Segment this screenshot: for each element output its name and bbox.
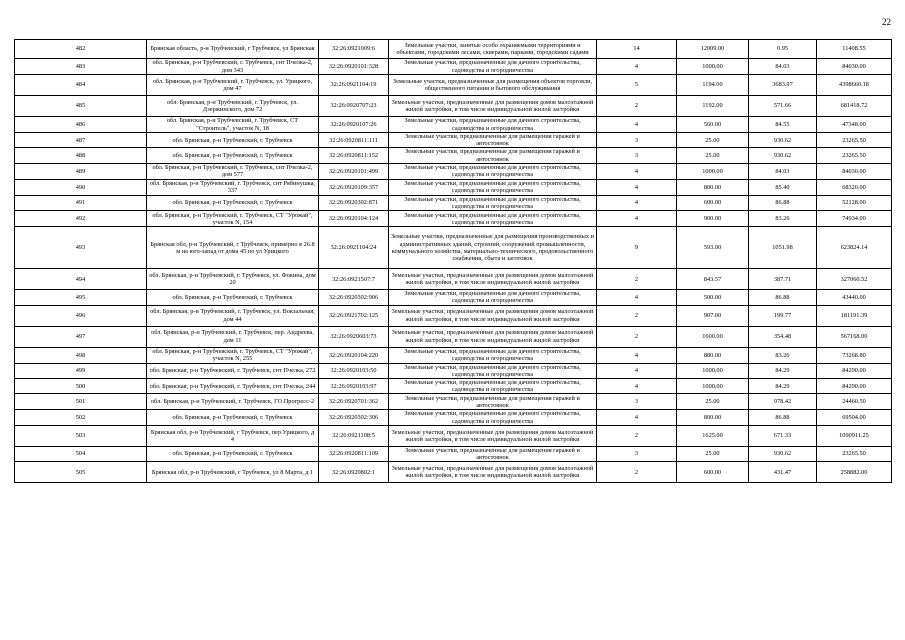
specific-value-cell: 84.03: [749, 59, 817, 75]
specific-value-cell: 83.26: [749, 347, 817, 363]
specific-value-cell: 84.29: [749, 363, 817, 378]
cadastral-number-cell: 32:26:0920107:26: [319, 117, 389, 133]
row-number-cell: 505: [15, 462, 147, 483]
cadastral-number-cell: 32:26:0920109:357: [319, 179, 389, 195]
address-cell: обл. Брянская, р-н Трубчевский, г. Трубчевск, СТ "Урожай", участок N, 255: [147, 347, 319, 363]
row-number-cell: 491: [15, 195, 147, 210]
table-row: [15, 75, 892, 96]
cadastral-value-cell: 73268.80: [817, 347, 892, 363]
land-use-cell: Земельные участки, предназначенные для дачного строительства, садоводства и огородничества: [389, 117, 597, 133]
cadastral-value-table: [14, 39, 892, 483]
row-number-cell: 485: [15, 96, 147, 117]
land-use-cell: Земельные участки, предназначенные для размещения домов малоэтажной жилой застройки, в том числе индивидуальной жилой застройки: [389, 269, 597, 290]
area-cell: 843.57: [677, 269, 749, 290]
specific-value-cell: 354.48: [749, 326, 817, 347]
group-number-cell: 4: [597, 363, 677, 378]
table-row: [15, 290, 892, 305]
group-number-cell: 2: [597, 269, 677, 290]
land-use-cell: Земельные участки, предназначенные для размещения домов малоэтажной жилой застройки, в том числе индивидуальной жилой застройки: [389, 425, 597, 446]
cadastral-number-cell: 32:26:0921507:7: [319, 269, 389, 290]
specific-value-cell: 3683.97: [749, 75, 817, 96]
address-cell: обл. Брянская, р-н Трубчевский, г. Трубчевск, снт Пчелка, 244: [147, 379, 319, 394]
address-cell: Брянская область, р-н Трубчевский, г Трубчевск, ул Брянская: [147, 40, 319, 59]
area-cell: 1000.00: [677, 379, 749, 394]
cadastral-value-cell: 258882.00: [817, 462, 892, 483]
address-cell: обл. Брянская, р-н Трубчевский, г. Трубчевск, ул. Урицкого, дом 47: [147, 75, 319, 96]
area-cell: 1000.00: [677, 163, 749, 179]
cadastral-number-cell: 32:26:0921009:6: [319, 40, 389, 59]
table-row: [15, 40, 892, 59]
row-number-cell: 490: [15, 179, 147, 195]
specific-value-cell: 86.88: [749, 410, 817, 425]
area-cell: 593.00: [677, 227, 749, 269]
row-number-cell: 499: [15, 363, 147, 378]
table-row: [15, 379, 892, 394]
land-use-cell: Земельные участки, предназначенные для дачного строительства, садоводства и огородничества: [389, 211, 597, 227]
table-row: [15, 163, 892, 179]
table-row: [15, 195, 892, 210]
table-row: [15, 363, 892, 378]
cadastral-number-cell: 32:26:0920811:152: [319, 148, 389, 163]
specific-value-cell: 930.62: [749, 446, 817, 461]
address-cell: Брянская обл, р-н Трубчевский, г Трубчевск, пер Урицкого, д 4: [147, 425, 319, 446]
land-use-cell: Земельные участки, предназначенные для размещения гаражей и автостоянок: [389, 133, 597, 148]
land-use-cell: Земельные участки, предназначенные для размещения домов малоэтажной жилой застройки, в том числе индивидуальной жилой застройки: [389, 305, 597, 326]
cadastral-number-cell: 32:26:0920302:871: [319, 195, 389, 210]
group-number-cell: 2: [597, 326, 677, 347]
specific-value-cell: 1051.98: [749, 227, 817, 269]
page-number: 22: [882, 17, 891, 27]
row-number-cell: 494: [15, 269, 147, 290]
specific-value-cell: 83.26: [749, 211, 817, 227]
specific-value-cell: 86.88: [749, 195, 817, 210]
area-cell: 560.00: [677, 117, 749, 133]
specific-value-cell: 84.29: [749, 379, 817, 394]
cadastral-value-cell: 11408.55: [817, 40, 892, 59]
group-number-cell: 2: [597, 425, 677, 446]
group-number-cell: 2: [597, 462, 677, 483]
cadastral-value-cell: 23265.50: [817, 133, 892, 148]
cadastral-value-cell: 84030.00: [817, 59, 892, 75]
address-cell: обл. Брянская, р-н Трубчевский, г. Трубчевск, снт Пчелка, 272: [147, 363, 319, 378]
specific-value-cell: 930.62: [749, 148, 817, 163]
group-number-cell: 4: [597, 290, 677, 305]
cadastral-value-cell: 23265.50: [817, 446, 892, 461]
row-number-cell: 489: [15, 163, 147, 179]
group-number-cell: 4: [597, 379, 677, 394]
address-cell: обл. Брянская, р-н Трубчевский, г. Трубчевск: [147, 290, 319, 305]
group-number-cell: 14: [597, 40, 677, 59]
cadastral-value-cell: 1090911.25: [817, 425, 892, 446]
area-cell: 1000.00: [677, 363, 749, 378]
area-cell: 1600.00: [677, 326, 749, 347]
row-number-cell: 493: [15, 227, 147, 269]
table-row: [15, 347, 892, 363]
group-number-cell: 9: [597, 227, 677, 269]
cadastral-number-cell: 32:26:0921702:125: [319, 305, 389, 326]
cadastral-value-cell: 69504.00: [817, 410, 892, 425]
specific-value-cell: 0.95: [749, 40, 817, 59]
area-cell: 25.00: [677, 133, 749, 148]
address-cell: обл. Брянская, р-н Трубчевский, г. Трубчевск, ГО Прогресс-2: [147, 394, 319, 410]
row-number-cell: 500: [15, 379, 147, 394]
table-row: [15, 211, 892, 227]
address-cell: обл. Брянская, р-н Трубчевский, г. Трубчевск, ул. Дзержинского, дом 72: [147, 96, 319, 117]
area-cell: 1625.00: [677, 425, 749, 446]
specific-value-cell: 199.77: [749, 305, 817, 326]
table-row: [15, 394, 892, 410]
cadastral-number-cell: 32:26:0921104:19: [319, 75, 389, 96]
specific-value-cell: 930.62: [749, 133, 817, 148]
specific-value-cell: 571.66: [749, 96, 817, 117]
land-use-cell: Земельные участки, занятые особо охраняемыми территориями и объектами, городскими лесами, скверами, парками, городскими садами: [389, 40, 597, 59]
area-cell: 25.00: [677, 394, 749, 410]
row-number-cell: 483: [15, 59, 147, 75]
address-cell: обл. Брянская, р-н Трубчевский, г. Трубчевск, пер. Андреева, дом 11: [147, 326, 319, 347]
area-cell: 12009.00: [677, 40, 749, 59]
address-cell: обл. Брянская, р-н Трубчевский, г. Трубчевск: [147, 148, 319, 163]
group-number-cell: 4: [597, 211, 677, 227]
land-use-cell: Земельные участки, предназначенные для дачного строительства, садоводства и огородничества: [389, 363, 597, 378]
table-row: [15, 117, 892, 133]
group-number-cell: 5: [597, 75, 677, 96]
row-number-cell: 503: [15, 425, 147, 446]
cadastral-value-cell: 47348.00: [817, 117, 892, 133]
land-use-cell: Земельные участки, предназначенные для размещения гаражей и автостоянок: [389, 446, 597, 461]
table-row: [15, 425, 892, 446]
cadastral-number-cell: 32:26:0920701:362: [319, 394, 389, 410]
table-row: [15, 179, 892, 195]
specific-value-cell: 671.33: [749, 425, 817, 446]
group-number-cell: 3: [597, 394, 677, 410]
cadastral-number-cell: 32:26:0920707:23: [319, 96, 389, 117]
group-number-cell: 4: [597, 59, 677, 75]
table-row: [15, 269, 892, 290]
land-use-cell: Земельные участки, предназначенные для размещения домов малоэтажной жилой застройки, в том числе индивидуальной жилой застройки: [389, 462, 597, 483]
cadastral-number-cell: 32:26:0920101:328: [319, 59, 389, 75]
table-row: [15, 410, 892, 425]
table-body: [15, 40, 892, 483]
address-cell: обл. Брянская, р-н Трубчевский, г. Трубчевск: [147, 410, 319, 425]
group-number-cell: 2: [597, 96, 677, 117]
area-cell: 800.00: [677, 179, 749, 195]
land-use-cell: Земельные участки, предназначенные для дачного строительства, садоводства и огородничества: [389, 347, 597, 363]
group-number-cell: 4: [597, 195, 677, 210]
land-use-cell: Земельные участки, предназначенные для дачного строительства, садоводства и огородничества: [389, 195, 597, 210]
specific-value-cell: 978.42: [749, 394, 817, 410]
group-number-cell: 4: [597, 347, 677, 363]
land-use-cell: Земельные участки, предназначенные для дачного строительства, садоводства и огородничества: [389, 179, 597, 195]
table-row: [15, 446, 892, 461]
cadastral-value-cell: 68320.00: [817, 179, 892, 195]
address-cell: обл. Брянская, р-н Трубчевский, г. Трубчевск, ул. Фокина, дом 20: [147, 269, 319, 290]
group-number-cell: 3: [597, 446, 677, 461]
row-number-cell: 497: [15, 326, 147, 347]
row-number-cell: 486: [15, 117, 147, 133]
table-row: [15, 96, 892, 117]
group-number-cell: 4: [597, 163, 677, 179]
group-number-cell: 3: [597, 133, 677, 148]
specific-value-cell: 431.47: [749, 462, 817, 483]
address-cell: Брянская обл, р-н Трубчевский, г Трубчевск, ул 8 Марта, д 1: [147, 462, 319, 483]
row-number-cell: 502: [15, 410, 147, 425]
address-cell: обл. Брянская, р-н Трубчевский, г. Трубчевск, снт Рябинушка, 337: [147, 179, 319, 195]
area-cell: 1194.00: [677, 75, 749, 96]
table-row: [15, 227, 892, 269]
cadastral-number-cell: 32:26:0920302:306: [319, 410, 389, 425]
row-number-cell: 501: [15, 394, 147, 410]
area-cell: 25.00: [677, 446, 749, 461]
cadastral-number-cell: 32:26:0920104:220: [319, 347, 389, 363]
area-cell: 500.00: [677, 290, 749, 305]
specific-value-cell: 85.40: [749, 179, 817, 195]
row-number-cell: 488: [15, 148, 147, 163]
cadastral-number-cell: 32:26:0921104:24: [319, 227, 389, 269]
cadastral-value-cell: 74934.00: [817, 211, 892, 227]
cadastral-value-cell: 623824.14: [817, 227, 892, 269]
area-cell: 880.00: [677, 347, 749, 363]
cadastral-value-cell: 24460.50: [817, 394, 892, 410]
cadastral-value-cell: 84290.00: [817, 379, 892, 394]
cadastral-number-cell: 32:26:0920603:73: [319, 326, 389, 347]
cadastral-value-cell: 181191.39: [817, 305, 892, 326]
cadastral-value-cell: 681418.72: [817, 96, 892, 117]
area-cell: 907.00: [677, 305, 749, 326]
cadastral-value-cell: 23265.50: [817, 148, 892, 163]
group-number-cell: 3: [597, 148, 677, 163]
cadastral-number-cell: 32:26:0920101:499: [319, 163, 389, 179]
land-use-cell: Земельные участки, предназначенные для размещения гаражей и автостоянок: [389, 394, 597, 410]
area-cell: 25.00: [677, 148, 749, 163]
address-cell: обл. Брянская, р-н Трубчевский, г. Трубчевск: [147, 195, 319, 210]
cadastral-number-cell: 32:26:0920103:97: [319, 379, 389, 394]
address-cell: Брянская обл, р-н Трубчевский, г Трубчевск, примерно в 26.8 м на юго-запад от дома 45 по ул Урицкого: [147, 227, 319, 269]
address-cell: обл. Брянская, р-н Трубчевский, г. Трубчевск, СТ "Урожай", участок N, 154: [147, 211, 319, 227]
group-number-cell: 4: [597, 179, 677, 195]
row-number-cell: 484: [15, 75, 147, 96]
area-cell: 600.00: [677, 462, 749, 483]
land-use-cell: Земельные участки, предназначенные для размещения гаражей и автостоянок: [389, 148, 597, 163]
group-number-cell: 4: [597, 410, 677, 425]
land-use-cell: Земельные участки, предназначенные для размещения производственных и административных зданий, строений, сооружений промышленности, коммунального хозяйства, материально-технического, продовольственного снабжения, сбыта и заготовок: [389, 227, 597, 269]
row-number-cell: 487: [15, 133, 147, 148]
land-use-cell: Земельные участки, предназначенные для размещения домов малоэтажной жилой застройки, в том числе индивидуальной жилой застройки: [389, 96, 597, 117]
area-cell: 1000.00: [677, 59, 749, 75]
specific-value-cell: 86.88: [749, 290, 817, 305]
area-cell: 600.00: [677, 195, 749, 210]
land-use-cell: Земельные участки, предназначенные для дачного строительства, садоводства и огородничества: [389, 410, 597, 425]
cadastral-number-cell: 32:26:0920802:1: [319, 462, 389, 483]
land-use-cell: Земельные участки, предназначенные для дачного строительства, садоводства и огородничества: [389, 59, 597, 75]
group-number-cell: 4: [597, 117, 677, 133]
cadastral-number-cell: 32:26:0920302:906: [319, 290, 389, 305]
land-use-cell: Земельные участки, предназначенные для дачного строительства, садоводства и огородничества: [389, 163, 597, 179]
land-use-cell: Земельные участки, предназначенные для дачного строительства, садоводства и огородничества: [389, 290, 597, 305]
cadastral-value-cell: 327060.52: [817, 269, 892, 290]
land-use-cell: Земельные участки, предназначенные для дачного строительства, садоводства и огородничества: [389, 379, 597, 394]
area-cell: 1192.00: [677, 96, 749, 117]
row-number-cell: 482: [15, 40, 147, 59]
cadastral-value-cell: 52128.00: [817, 195, 892, 210]
address-cell: обл. Брянская, р-н Трубчевский, г. Трубчевск: [147, 133, 319, 148]
address-cell: обл. Брянская, р-н Трубчевский, г. Трубчевск, СТ "Строитель", участок N, 18: [147, 117, 319, 133]
cadastral-value-cell: 567168.00: [817, 326, 892, 347]
specific-value-cell: 84.55: [749, 117, 817, 133]
cadastral-number-cell: 32:26:0921108:5: [319, 425, 389, 446]
cadastral-number-cell: 32:26:0920811:111: [319, 133, 389, 148]
group-number-cell: 2: [597, 305, 677, 326]
specific-value-cell: 84.03: [749, 163, 817, 179]
cadastral-number-cell: 32:26:0920811:109: [319, 446, 389, 461]
address-cell: обл. Брянская, р-н Трубчевский, г. Трубчевск: [147, 446, 319, 461]
table-row: [15, 305, 892, 326]
table-row: [15, 59, 892, 75]
area-cell: 800.00: [677, 410, 749, 425]
address-cell: обл. Брянская, р-н Трубчевский, г. Трубчевск, ул. Вокзальная, дом 44: [147, 305, 319, 326]
row-number-cell: 504: [15, 446, 147, 461]
row-number-cell: 498: [15, 347, 147, 363]
cadastral-value-cell: 43440.00: [817, 290, 892, 305]
table-row: [15, 148, 892, 163]
address-cell: обл. Брянская, р-н Трубчевский, г. Трубчевск, снт Пчелка-2, дом 577: [147, 163, 319, 179]
specific-value-cell: 387.71: [749, 269, 817, 290]
row-number-cell: 492: [15, 211, 147, 227]
address-cell: обл. Брянская, р-н Трубчевский, г. Трубчевск, снт Пчелка-2, дом 343: [147, 59, 319, 75]
table-row: [15, 133, 892, 148]
row-number-cell: 496: [15, 305, 147, 326]
land-use-cell: Земельные участки, предназначенные для размещения домов малоэтажной жилой застройки, в том числе индивидуальной жилой застройки: [389, 326, 597, 347]
cadastral-value-cell: 84290.00: [817, 363, 892, 378]
cadastral-number-cell: 32:26:0920104:124: [319, 211, 389, 227]
table-row: [15, 462, 892, 483]
row-number-cell: 495: [15, 290, 147, 305]
cadastral-number-cell: 32:26:0920103:50: [319, 363, 389, 378]
cadastral-value-cell: 4398660.18: [817, 75, 892, 96]
area-cell: 900.00: [677, 211, 749, 227]
cadastral-value-cell: 84030.00: [817, 163, 892, 179]
table-row: [15, 326, 892, 347]
land-use-cell: Земельные участки, предназначенные для размещения объектов торговли, общественного питания и бытового обслуживания: [389, 75, 597, 96]
